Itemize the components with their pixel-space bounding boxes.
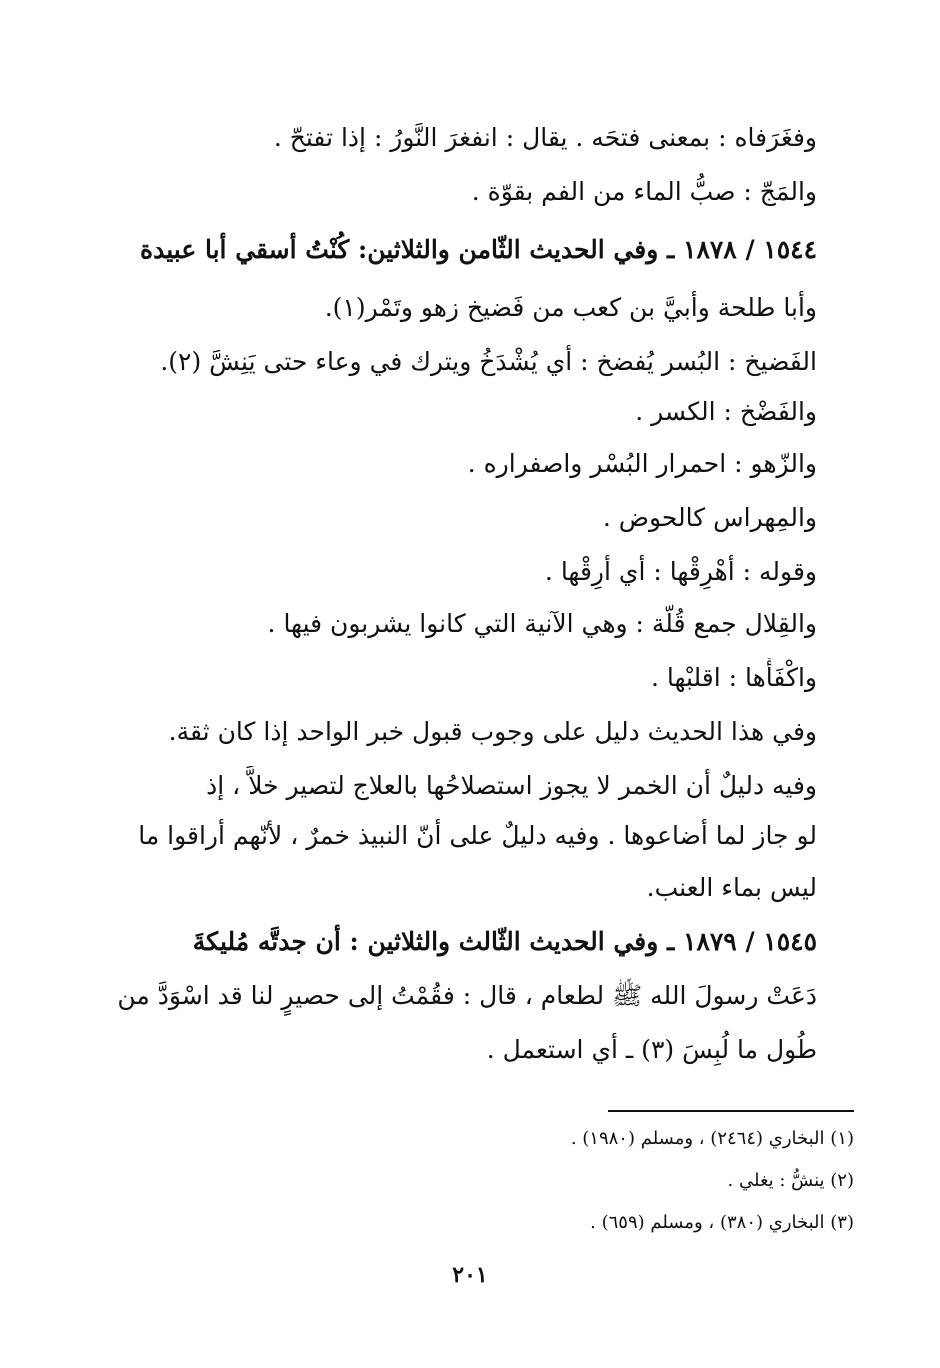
text-line: والفَضْخ : الكسر . — [635, 397, 817, 426]
hadith-heading: ١٥٤٤ / ١٨٧٨ ـ وفي الحديث الثّامن والثلاثين: كُنْتُ أسقي أبا عبيدة — [140, 235, 817, 264]
text-line: والزّهو : احمرار البُسْر واصفراره . — [467, 449, 817, 478]
text-line: وفيه دليلٌ أن الخمر لا يجوز استصلاحُها بالعلاج لتصير خلاًّ ، إذ — [206, 771, 817, 800]
text-line: وقوله : أهْرِقْها : أي أرِقْها . — [544, 557, 817, 586]
footnote: (١) البخاري (٢٤٦٤) ، ومسلم (١٩٨٠) . — [570, 1128, 854, 1149]
text-line: والقِلال جمع قُلّة : وهي الآنية التي كانوا يشربون فيها . — [267, 609, 817, 638]
text-line: ليس بماء العنب. — [646, 873, 817, 902]
text-line: طُول ما لُبِسَ (٣) ـ أي استعمل . — [486, 1035, 817, 1064]
text-line: والمِهراس كالحوض . — [602, 503, 817, 532]
page-number: ٢٠١ — [452, 1262, 488, 1288]
text-line: الفَضيخ : البُسر يُفضخ : أي يُشْدَخُ ويترك في وعاء حتى يَنِشَّ (٢). — [160, 347, 817, 376]
text-line: واكْفَأْها : اقلبْها . — [650, 663, 817, 692]
footnote: (٣) البخاري (٣٨٠) ، ومسلم (٦٥٩) . — [590, 1212, 854, 1233]
text-line: دَعَتْ رسولَ الله ﷺ لطعام ، قال : فقُمْتُ إلى حصيرٍ لنا قد اسْوَدَّ من — [117, 981, 817, 1010]
text-line: وأبا طلحة وأبيَّ بن كعب من فَضيخ زهو وتَمْر(١). — [324, 293, 817, 322]
text-line: وفي هذا الحديث دليل على وجوب قبول خبر الواحد إذا كان ثقة. — [168, 717, 817, 746]
hadith-heading: ١٥٤٥ / ١٨٧٩ ـ وفي الحديث الثّالث والثلاثين : أن جدتَّه مُليكةَ — [192, 927, 817, 956]
text-line: لو جاز لما أضاعوها . وفيه دليلٌ على أنّ النبيذ خمرٌ ، لأنّهم أراقوا ما — [138, 821, 817, 850]
text-line: وفغَرَفاه : بمعنى فتحَه . يقال : انفغرَ النَّورُ : إذا تفتحّ . — [273, 123, 817, 152]
footnote-divider — [608, 1110, 854, 1112]
footnote: (٢) ينشُّ : يغلي . — [727, 1170, 854, 1191]
text-line: والمَجّ : صبُّ الماء من الفم بقوّة . — [471, 177, 817, 206]
